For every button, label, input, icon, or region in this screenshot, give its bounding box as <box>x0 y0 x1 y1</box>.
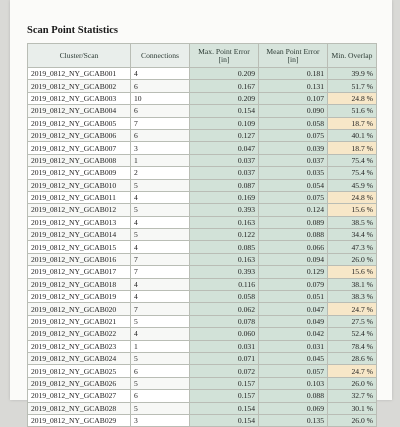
table-row <box>28 266 377 278</box>
cell-connections: 4 <box>131 328 190 340</box>
cell-connections: 5 <box>131 204 190 216</box>
cell-cluster-scan: 2019_0812_NY_GCAB022 <box>28 328 131 340</box>
cell-max-point-error: 0.116 <box>190 278 259 290</box>
cell-cluster-scan: 2019_0812_NY_GCAB003 <box>28 92 131 104</box>
cell-cluster-scan: 2019_0812_NY_GCAB015 <box>28 241 131 253</box>
cell-connections: 3 <box>131 414 190 426</box>
cell-cluster-scan: 2019_0812_NY_GCAB025 <box>28 365 131 377</box>
cell-connections: 7 <box>131 303 190 315</box>
cell-connections: 4 <box>131 278 190 290</box>
table-row <box>28 303 377 315</box>
cell-mean-point-error: 0.075 <box>259 191 328 203</box>
cell-mean-point-error: 0.037 <box>259 154 328 166</box>
cell-min-overlap: 28.6 % <box>328 352 377 364</box>
cell-mean-point-error: 0.054 <box>259 179 328 191</box>
cell-mean-point-error: 0.181 <box>259 68 328 80</box>
cell-min-overlap: 26.0 % <box>328 414 377 426</box>
cell-min-overlap: 47.3 % <box>328 241 377 253</box>
cell-cluster-scan: 2019_0812_NY_GCAB008 <box>28 154 131 166</box>
cell-mean-point-error: 0.094 <box>259 253 328 265</box>
page-title: Scan Point Statistics <box>27 25 119 36</box>
cell-cluster-scan: 2019_0812_NY_GCAB013 <box>28 216 131 228</box>
cell-connections: 7 <box>131 253 190 265</box>
cell-max-point-error: 0.087 <box>190 179 259 191</box>
scan-statistics-table <box>27 43 377 427</box>
table-row <box>28 315 377 327</box>
table-row <box>28 154 377 166</box>
cell-mean-point-error: 0.069 <box>259 402 328 414</box>
cell-min-overlap: 38.3 % <box>328 291 377 303</box>
cell-mean-point-error: 0.135 <box>259 414 328 426</box>
cell-mean-point-error: 0.035 <box>259 167 328 179</box>
cell-mean-point-error: 0.088 <box>259 390 328 402</box>
cell-connections: 4 <box>131 191 190 203</box>
cell-connections: 5 <box>131 229 190 241</box>
cell-mean-point-error: 0.039 <box>259 142 328 154</box>
table-row <box>28 328 377 340</box>
cell-cluster-scan: 2019_0812_NY_GCAB023 <box>28 340 131 352</box>
cell-mean-point-error: 0.042 <box>259 328 328 340</box>
cell-connections: 4 <box>131 241 190 253</box>
table-row <box>28 129 377 141</box>
cell-max-point-error: 0.154 <box>190 402 259 414</box>
cell-min-overlap: 34.4 % <box>328 229 377 241</box>
cell-connections: 10 <box>131 92 190 104</box>
cell-max-point-error: 0.393 <box>190 266 259 278</box>
cell-cluster-scan: 2019_0812_NY_GCAB027 <box>28 390 131 402</box>
cell-mean-point-error: 0.089 <box>259 216 328 228</box>
table-row <box>28 390 377 402</box>
cell-cluster-scan: 2019_0812_NY_GCAB009 <box>28 167 131 179</box>
cell-max-point-error: 0.127 <box>190 129 259 141</box>
cell-connections: 1 <box>131 154 190 166</box>
cell-mean-point-error: 0.079 <box>259 278 328 290</box>
cell-max-point-error: 0.060 <box>190 328 259 340</box>
cell-mean-point-error: 0.131 <box>259 80 328 92</box>
cell-cluster-scan: 2019_0812_NY_GCAB001 <box>28 68 131 80</box>
cell-max-point-error: 0.122 <box>190 229 259 241</box>
cell-mean-point-error: 0.045 <box>259 352 328 364</box>
cell-min-overlap: 26.0 % <box>328 377 377 389</box>
cell-connections: 5 <box>131 315 190 327</box>
table-row <box>28 216 377 228</box>
cell-max-point-error: 0.154 <box>190 414 259 426</box>
cell-min-overlap: 24.7 % <box>328 303 377 315</box>
table-header-row <box>28 44 377 68</box>
cell-min-overlap: 32.7 % <box>328 390 377 402</box>
cell-mean-point-error: 0.075 <box>259 129 328 141</box>
cell-min-overlap: 24.8 % <box>328 92 377 104</box>
table-row <box>28 105 377 117</box>
cell-max-point-error: 0.157 <box>190 390 259 402</box>
cell-min-overlap: 15.6 % <box>328 204 377 216</box>
cell-cluster-scan: 2019_0812_NY_GCAB019 <box>28 291 131 303</box>
cell-cluster-scan: 2019_0812_NY_GCAB007 <box>28 142 131 154</box>
cell-mean-point-error: 0.124 <box>259 204 328 216</box>
cell-cluster-scan: 2019_0812_NY_GCAB026 <box>28 377 131 389</box>
cell-min-overlap: 26.0 % <box>328 253 377 265</box>
cell-connections: 6 <box>131 365 190 377</box>
cell-max-point-error: 0.157 <box>190 377 259 389</box>
cell-min-overlap: 75.4 % <box>328 167 377 179</box>
cell-cluster-scan: 2019_0812_NY_GCAB024 <box>28 352 131 364</box>
document-page <box>10 0 392 426</box>
cell-mean-point-error: 0.107 <box>259 92 328 104</box>
cell-cluster-scan: 2019_0812_NY_GCAB017 <box>28 266 131 278</box>
cell-max-point-error: 0.109 <box>190 117 259 129</box>
cell-max-point-error: 0.037 <box>190 167 259 179</box>
cell-mean-point-error: 0.051 <box>259 291 328 303</box>
cell-mean-point-error: 0.066 <box>259 241 328 253</box>
cell-connections: 5 <box>131 179 190 191</box>
cell-min-overlap: 40.1 % <box>328 129 377 141</box>
cell-min-overlap: 18.7 % <box>328 117 377 129</box>
header-max-point-error: Max. Point Error [in] <box>190 44 259 68</box>
cell-max-point-error: 0.078 <box>190 315 259 327</box>
table-row <box>28 204 377 216</box>
cell-connections: 6 <box>131 80 190 92</box>
cell-connections: 6 <box>131 105 190 117</box>
cell-min-overlap: 51.6 % <box>328 105 377 117</box>
cell-max-point-error: 0.071 <box>190 352 259 364</box>
cell-min-overlap: 15.6 % <box>328 266 377 278</box>
table-row <box>28 278 377 290</box>
table-body <box>28 68 377 427</box>
cell-connections: 5 <box>131 377 190 389</box>
cell-min-overlap: 18.7 % <box>328 142 377 154</box>
cell-max-point-error: 0.209 <box>190 68 259 80</box>
cell-max-point-error: 0.062 <box>190 303 259 315</box>
cell-connections: 5 <box>131 402 190 414</box>
cell-max-point-error: 0.031 <box>190 340 259 352</box>
cell-max-point-error: 0.047 <box>190 142 259 154</box>
cell-connections: 4 <box>131 291 190 303</box>
cell-mean-point-error: 0.103 <box>259 377 328 389</box>
cell-max-point-error: 0.209 <box>190 92 259 104</box>
cell-connections: 4 <box>131 216 190 228</box>
cell-min-overlap: 38.5 % <box>328 216 377 228</box>
cell-mean-point-error: 0.090 <box>259 105 328 117</box>
cell-cluster-scan: 2019_0812_NY_GCAB011 <box>28 191 131 203</box>
cell-min-overlap: 75.4 % <box>328 154 377 166</box>
cell-max-point-error: 0.393 <box>190 204 259 216</box>
cell-cluster-scan: 2019_0812_NY_GCAB021 <box>28 315 131 327</box>
header-cluster-scan: Cluster/Scan <box>28 44 131 68</box>
table-row <box>28 414 377 426</box>
cell-connections: 6 <box>131 129 190 141</box>
cell-mean-point-error: 0.129 <box>259 266 328 278</box>
table-row <box>28 142 377 154</box>
table-row <box>28 291 377 303</box>
cell-max-point-error: 0.085 <box>190 241 259 253</box>
cell-max-point-error: 0.167 <box>190 80 259 92</box>
cell-min-overlap: 39.9 % <box>328 68 377 80</box>
table-row <box>28 92 377 104</box>
table-row <box>28 167 377 179</box>
header-mean-point-error: Mean Point Error [in] <box>259 44 328 68</box>
table-row <box>28 229 377 241</box>
table-row <box>28 179 377 191</box>
cell-mean-point-error: 0.058 <box>259 117 328 129</box>
cell-max-point-error: 0.037 <box>190 154 259 166</box>
cell-connections: 6 <box>131 390 190 402</box>
cell-cluster-scan: 2019_0812_NY_GCAB004 <box>28 105 131 117</box>
table-row <box>28 253 377 265</box>
cell-max-point-error: 0.169 <box>190 191 259 203</box>
cell-cluster-scan: 2019_0812_NY_GCAB002 <box>28 80 131 92</box>
cell-mean-point-error: 0.031 <box>259 340 328 352</box>
cell-connections: 2 <box>131 167 190 179</box>
table-row <box>28 191 377 203</box>
cell-connections: 7 <box>131 266 190 278</box>
cell-connections: 7 <box>131 117 190 129</box>
cell-connections: 4 <box>131 68 190 80</box>
cell-cluster-scan: 2019_0812_NY_GCAB020 <box>28 303 131 315</box>
cell-min-overlap: 24.7 % <box>328 365 377 377</box>
cell-cluster-scan: 2019_0812_NY_GCAB028 <box>28 402 131 414</box>
table-row <box>28 352 377 364</box>
cell-connections: 3 <box>131 142 190 154</box>
cell-min-overlap: 38.1 % <box>328 278 377 290</box>
cell-max-point-error: 0.163 <box>190 253 259 265</box>
cell-cluster-scan: 2019_0812_NY_GCAB029 <box>28 414 131 426</box>
cell-min-overlap: 52.4 % <box>328 328 377 340</box>
cell-min-overlap: 24.8 % <box>328 191 377 203</box>
cell-min-overlap: 78.4 % <box>328 340 377 352</box>
cell-cluster-scan: 2019_0812_NY_GCAB014 <box>28 229 131 241</box>
header-connections: Connections <box>131 44 190 68</box>
cell-cluster-scan: 2019_0812_NY_GCAB005 <box>28 117 131 129</box>
cell-mean-point-error: 0.049 <box>259 315 328 327</box>
cell-cluster-scan: 2019_0812_NY_GCAB016 <box>28 253 131 265</box>
cell-cluster-scan: 2019_0812_NY_GCAB012 <box>28 204 131 216</box>
table-row <box>28 377 377 389</box>
cell-cluster-scan: 2019_0812_NY_GCAB010 <box>28 179 131 191</box>
cell-connections: 5 <box>131 352 190 364</box>
cell-cluster-scan: 2019_0812_NY_GCAB006 <box>28 129 131 141</box>
cell-mean-point-error: 0.057 <box>259 365 328 377</box>
table-row <box>28 402 377 414</box>
table-row <box>28 80 377 92</box>
table-row <box>28 117 377 129</box>
cell-cluster-scan: 2019_0812_NY_GCAB018 <box>28 278 131 290</box>
cell-max-point-error: 0.163 <box>190 216 259 228</box>
cell-max-point-error: 0.154 <box>190 105 259 117</box>
table-row <box>28 365 377 377</box>
table-row <box>28 340 377 352</box>
cell-connections: 1 <box>131 340 190 352</box>
cell-min-overlap: 27.5 % <box>328 315 377 327</box>
cell-min-overlap: 45.9 % <box>328 179 377 191</box>
cell-mean-point-error: 0.047 <box>259 303 328 315</box>
header-min-overlap: Min. Overlap <box>328 44 377 68</box>
table-row <box>28 241 377 253</box>
cell-max-point-error: 0.058 <box>190 291 259 303</box>
cell-min-overlap: 51.7 % <box>328 80 377 92</box>
cell-min-overlap: 30.1 % <box>328 402 377 414</box>
table-row <box>28 68 377 80</box>
cell-mean-point-error: 0.088 <box>259 229 328 241</box>
cell-max-point-error: 0.072 <box>190 365 259 377</box>
